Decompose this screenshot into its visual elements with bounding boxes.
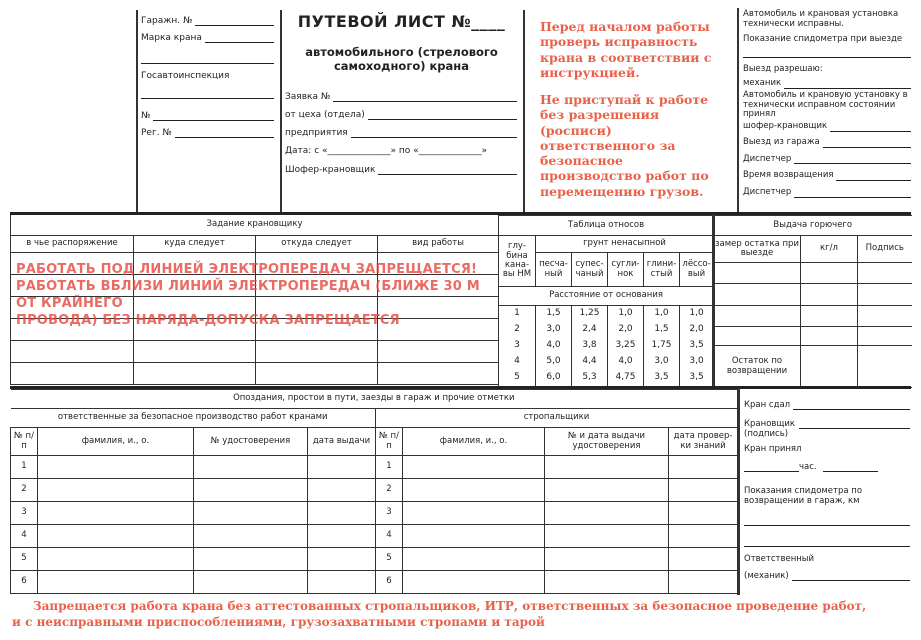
notice-check: Перед началом работы проверь исправность крана в соответствии с инструкцией.: [540, 19, 712, 80]
row-number: 1: [376, 456, 403, 479]
table-cell[interactable]: [308, 571, 376, 594]
no-field[interactable]: [141, 111, 274, 121]
col-header: замер остатка при выезде: [714, 236, 801, 263]
offset-cell: 2: [499, 322, 536, 338]
mechanic-field[interactable]: [743, 79, 911, 89]
table-row[interactable]: [714, 306, 912, 327]
divider: [523, 10, 525, 212]
table-cell[interactable]: [38, 548, 194, 571]
date-field[interactable]: Дата: с «______________» по «______________»: [285, 146, 488, 156]
table-row[interactable]: [714, 327, 912, 346]
safety-notice: [540, 19, 725, 199]
offset-cell: 2,4: [572, 322, 608, 338]
offset-cell: 4: [499, 354, 536, 370]
shop-label: от цеха (отдела): [285, 110, 365, 120]
operator-label: Крановщик (подпись): [744, 419, 796, 440]
table-cell[interactable]: [545, 571, 669, 594]
table-cell[interactable]: [38, 456, 194, 479]
hours-label: час.: [799, 461, 817, 472]
offset-cell: 3,0: [644, 354, 680, 370]
dispatcher2-field[interactable]: [743, 188, 911, 198]
row-number: 5: [11, 548, 38, 571]
offset-cell: 6,0: [536, 370, 572, 386]
row-number: 2: [376, 479, 403, 502]
mechanic-return-field[interactable]: [744, 571, 910, 581]
row-number: 4: [376, 525, 403, 548]
offset-cell: 3,8: [572, 338, 608, 354]
offset-cell: 2,0: [608, 322, 644, 338]
table-cell[interactable]: [308, 525, 376, 548]
request-label: Заявка №: [285, 92, 331, 102]
reg-no-label: Рег. №: [141, 128, 172, 138]
table-row: [499, 322, 714, 338]
dispatcher2-label: Диспетчер: [743, 187, 792, 198]
table-cell[interactable]: [194, 548, 308, 571]
driver-accept-field[interactable]: [743, 122, 911, 132]
col-header: вид работы: [378, 235, 499, 252]
offset-cell: 1,75: [644, 338, 680, 354]
table-cell[interactable]: [38, 571, 194, 594]
operator-field[interactable]: [744, 419, 910, 439]
fuel-title: Выдача горючего: [714, 216, 912, 236]
gai-line[interactable]: [141, 81, 274, 99]
table-cell[interactable]: [403, 502, 545, 525]
request-field[interactable]: [285, 92, 517, 102]
table-cell[interactable]: [669, 456, 738, 479]
fuel-table: [713, 215, 912, 388]
gai-label: Госавтоинспекция: [141, 71, 230, 81]
return-time-field[interactable]: [743, 171, 911, 181]
slingers-title: стропальщики: [376, 409, 738, 428]
offset-cell: 4,75: [608, 370, 644, 386]
table-cell[interactable]: [669, 502, 738, 525]
col-header: откуда следует: [256, 235, 378, 252]
col-header: Подпись: [858, 236, 912, 263]
vehicle-info: [141, 16, 274, 145]
soil-type-header: супес-чаный: [572, 253, 608, 287]
offset-cell: 1,25: [572, 306, 608, 322]
col-header: в чье распоряжение: [11, 235, 134, 252]
accepted-text: Автомобиль и крановую установку в технически исправном состоянии принял: [743, 89, 908, 120]
crane-make-line[interactable]: [141, 50, 274, 64]
soil-header: грунт ненасыпной: [536, 236, 714, 253]
col-header: № удостоверения: [194, 428, 308, 456]
gave-field[interactable]: [744, 400, 910, 410]
table-cell[interactable]: [669, 571, 738, 594]
table-row[interactable]: [11, 340, 499, 362]
driver-field[interactable]: [285, 165, 517, 175]
soil-type-header: лёссо-вый: [680, 253, 714, 287]
table-row[interactable]: [11, 456, 738, 479]
offset-cell: 3,5: [680, 370, 714, 386]
table-row[interactable]: [11, 502, 738, 525]
driver-accept-label: шофер-крановщик: [743, 121, 828, 132]
col-header: кг/л: [801, 236, 858, 263]
speedo-out-line[interactable]: [743, 44, 911, 58]
offset-cell: 2,0: [680, 322, 714, 338]
speedo-back-line[interactable]: [744, 506, 910, 526]
gave-label: Кран сдал: [744, 400, 791, 410]
row-number: 3: [376, 502, 403, 525]
table-cell[interactable]: [403, 548, 545, 571]
crane-make-label: Марка крана: [141, 33, 202, 43]
col-header: дата провер-ки знаний: [669, 428, 738, 456]
table-cell[interactable]: [669, 479, 738, 502]
row-number: 1: [11, 456, 38, 479]
table-cell[interactable]: [38, 479, 194, 502]
table-row[interactable]: [11, 479, 738, 502]
row-number: 6: [376, 571, 403, 594]
table-cell[interactable]: [545, 502, 669, 525]
notice-permission: Не приступай к работе без разрешения (росписи) ответственного за безопасное производство работ по перемещению грузов.: [540, 92, 709, 199]
table-cell[interactable]: [38, 525, 194, 548]
soil-type-header: сугли-нок: [608, 253, 644, 287]
table-cell[interactable]: [545, 525, 669, 548]
table-cell[interactable]: [308, 479, 376, 502]
col-header: № п/п: [11, 428, 38, 456]
dispatcher1-field[interactable]: [743, 155, 911, 165]
remain-label: Остаток по возвращении: [714, 346, 801, 388]
table-row[interactable]: [11, 571, 738, 594]
offset-cell: 1: [499, 306, 536, 322]
hours-field[interactable]: [744, 462, 910, 472]
table-cell[interactable]: [194, 502, 308, 525]
depth-header: глу-бина кана-вы НМ: [499, 236, 536, 287]
table-cell[interactable]: [669, 548, 738, 571]
table-row[interactable]: [714, 284, 912, 306]
garage-no-field[interactable]: [141, 16, 274, 26]
row-number: 5: [376, 548, 403, 571]
table-cell[interactable]: [308, 502, 376, 525]
soil-type-header: песча-ный: [536, 253, 572, 287]
page-subtitle: автомобильного (стрелового самоходного) крана: [305, 45, 498, 73]
took-label: Кран принял: [744, 443, 802, 454]
row-number: 3: [11, 502, 38, 525]
table-cell[interactable]: [194, 456, 308, 479]
table-row[interactable]: [714, 346, 912, 388]
mechanic-label: механик: [743, 78, 782, 89]
table-cell[interactable]: [194, 571, 308, 594]
offset-cell: 1,0: [644, 306, 680, 322]
table-cell[interactable]: [669, 525, 738, 548]
footer-line-1: Запрещается работа крана без аттестованных стропальщиков, ИТР, ответственных за безопасное проведение работ,: [33, 599, 867, 613]
offset-cell: 5: [499, 370, 536, 386]
task-title: Задание крановщику: [11, 215, 499, 235]
driver-label: Шофер-крановщик: [285, 165, 376, 176]
offset-cell: 3,25: [608, 338, 644, 354]
request-info: [285, 92, 517, 182]
row-number: 6: [11, 571, 38, 594]
table-cell[interactable]: [403, 571, 545, 594]
offsets-table: [498, 215, 714, 386]
header: [285, 12, 518, 74]
divider: [280, 10, 282, 212]
stamp-line-2: РАБОТАТЬ ВБЛИЗИ ЛИНИЙ ЭЛЕКТРОПЕРЕДАЧ (БЛИЖЕ 30 М ОТ КРАЙНЕГО: [16, 278, 480, 311]
return-time-label: Время возвращения: [743, 170, 834, 181]
handover-panel: [744, 400, 910, 588]
offset-cell: 1,0: [608, 306, 644, 322]
offset-cell: 5,0: [536, 354, 572, 370]
offset-cell: 3,5: [680, 338, 714, 354]
offset-cell: 4,0: [608, 354, 644, 370]
page-title: ПУТЕВОЙ ЛИСТ №____: [297, 12, 506, 31]
responsible-title: ответственные за безопасное производство работ кранами: [11, 409, 376, 428]
table-row[interactable]: [714, 263, 912, 284]
col-header: фамилия, и., о.: [38, 428, 194, 456]
shop-field[interactable]: [285, 110, 517, 120]
release-panel: [743, 10, 911, 205]
allowed-label: Выезд разрешаю:: [743, 64, 823, 75]
table-cell[interactable]: [38, 502, 194, 525]
col-header: № п/п: [376, 428, 403, 456]
offset-cell: 1,5: [536, 306, 572, 322]
exit-field[interactable]: [743, 138, 911, 148]
offset-cell: 3,5: [644, 370, 680, 386]
col-header: фамилия, и., о.: [403, 428, 545, 456]
table-row: [499, 306, 714, 322]
table-row[interactable]: [11, 548, 738, 571]
no-label: №: [141, 111, 151, 121]
table-cell[interactable]: [403, 525, 545, 548]
col-header: дата выдачи: [308, 428, 376, 456]
offset-cell: 4,0: [536, 338, 572, 354]
offsets-title: Таблица относов: [499, 216, 714, 236]
table-cell[interactable]: [545, 456, 669, 479]
table-cell[interactable]: [403, 456, 545, 479]
offset-cell: 1,5: [644, 322, 680, 338]
speedo-back-label: Показания спидометра по возвращении в гараж, км: [744, 485, 863, 507]
crane-make-field[interactable]: [141, 33, 274, 43]
row-number: 2: [11, 479, 38, 502]
speedo-out-label: Показание спидометра при выезде: [743, 33, 903, 44]
tech-ok-text: Автомобиль и крановая установка технически исправны.: [743, 9, 899, 29]
personnel-table: [10, 389, 738, 594]
table-row: [499, 370, 714, 386]
divider: [136, 10, 138, 212]
table-cell[interactable]: [545, 479, 669, 502]
divider: [737, 8, 739, 212]
garage-no-label: Гаражн. №: [141, 16, 193, 26]
table-cell[interactable]: [545, 548, 669, 571]
exit-label: Выезд из гаража: [743, 136, 820, 147]
offset-cell: 3: [499, 338, 536, 354]
footer-line-2: и с неисправными приспособлениями, грузозахватными стропами и тарой: [12, 615, 545, 630]
divider: [737, 388, 740, 595]
stamp-line-3: ПРОВОДА) БЕЗ НАРЯДА-ДОПУСКА ЗАПРЕЩАЕТСЯ: [16, 312, 400, 328]
table-row: [499, 338, 714, 354]
col-header: куда следует: [134, 235, 256, 252]
col-header: № и дата выдачи удостоверения: [545, 428, 669, 456]
enterprise-label: предприятия: [285, 128, 348, 138]
table-cell[interactable]: [194, 525, 308, 548]
delays-title: Опоздания, простои в пути, заезды в гараж и прочие отметки: [11, 390, 738, 409]
table-cell[interactable]: [403, 479, 545, 502]
offset-cell: 4,4: [572, 354, 608, 370]
divider: [712, 214, 715, 388]
table-row: [499, 354, 714, 370]
distance-header: Расстояние от основания: [499, 287, 714, 306]
offset-cell: 1,0: [680, 306, 714, 322]
power-line-warning-stamp: [16, 262, 492, 330]
reg-no-field[interactable]: [141, 128, 274, 138]
offset-cell: 5,3: [572, 370, 608, 386]
soil-type-header: глини-стый: [644, 253, 680, 287]
responsible-label: Ответственный: [744, 554, 815, 565]
offset-cell: 3,0: [536, 322, 572, 338]
table-row[interactable]: [11, 362, 499, 384]
table-cell[interactable]: [308, 456, 376, 479]
offset-cell: 3,0: [680, 354, 714, 370]
enterprise-field[interactable]: [285, 128, 517, 138]
row-number: 4: [11, 525, 38, 548]
table-cell[interactable]: [308, 548, 376, 571]
footer-warning: [12, 598, 917, 630]
table-row[interactable]: [11, 525, 738, 548]
dispatcher1-label: Диспетчер: [743, 153, 792, 164]
mechanic-return-label: (механик): [744, 570, 789, 581]
stamp-line-1: РАБОТАТЬ ПОД ЛИНИЕЙ ЭЛЕКТРОПЕРЕДАЧ ЗАПРЕЩАЕТСЯ!: [16, 262, 478, 277]
speedo-back-line-2[interactable]: [744, 533, 910, 547]
table-cell[interactable]: [194, 479, 308, 502]
